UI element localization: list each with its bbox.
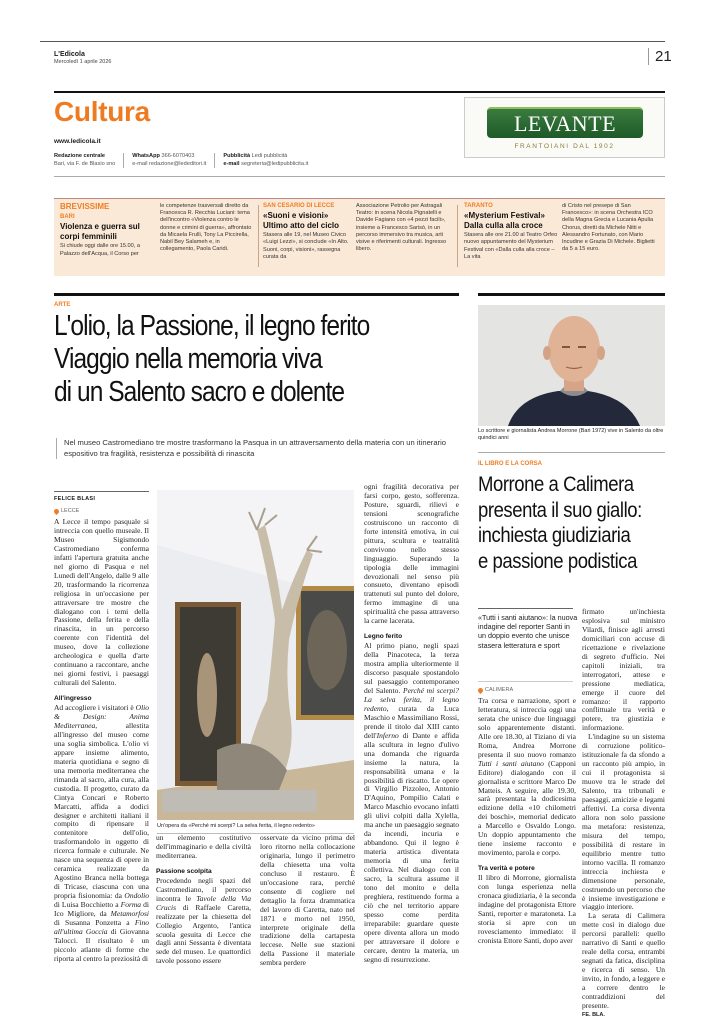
page-number: 21	[648, 48, 672, 65]
headline-line: inchiesta giudiziaria	[478, 523, 631, 547]
article-column-2	[156, 834, 251, 966]
dateline	[54, 508, 79, 514]
sculpture-photo[interactable]	[157, 490, 354, 820]
side-article-column-1	[478, 697, 576, 946]
contact-label: Pubblicità	[223, 153, 251, 159]
brevissime-label: BREVISSIME	[60, 202, 110, 211]
paragraph: Il libro di Morrone, giornalista con lunga esperienza nella cronaca giudiziaria, è la seconda indagine del protagonista Ettore Santi, reporter e maratoneta. La storia si apre con un rovesciamento immediato: il cronista Ettore Santi, dopo aver	[478, 873, 576, 945]
brief-title: Violenza e guerra sul corpi femminili	[60, 222, 140, 241]
sculpture-image	[157, 490, 354, 820]
masthead	[54, 51, 111, 65]
author-photo[interactable]	[478, 305, 665, 426]
contact-agency: Ledi pubblicità	[251, 153, 288, 159]
dateline-text: LECCE	[61, 508, 80, 514]
contact-email[interactable]: segreteria@ledipubblicita.it	[241, 160, 309, 167]
brief-kicker: SAN CESARIO DI LECCE	[263, 203, 335, 209]
headline-line: L'olio, la Passione, il legno ferito	[54, 310, 370, 342]
contact-whatsapp	[132, 153, 215, 168]
brevissime-item-1-cont: le competenze trasversali diretto da Francesca R. Recchia Luciani: tema dell'incontro «Violenza contro le donne e crimini di guerra», affrontato da Micaela Frulli, Tony La Piccirella, Nabil Bey Salameh e, in collegamento, Paola Caridi.	[160, 203, 252, 253]
article-column-4	[364, 483, 459, 965]
article-kicker: ARTE	[54, 302, 71, 308]
dateline-text: CALIMERA	[485, 687, 514, 693]
headline-line: Morrone a Calimera	[478, 472, 634, 496]
article-headline	[54, 310, 467, 409]
issue-date: Mercoledì 1 aprile 2026	[54, 59, 112, 65]
headline-line: di un Salento sacro e dolente	[54, 376, 345, 408]
brief-title: «Mysterium Festival» Dalla culla alla croce	[464, 211, 545, 230]
brevissime-item-3-cont: di Cristo nel presepe di San Francesco»: in scena Orchestra ICO della Magna Grecia e Lucania Apulia Chorus, diretti da Michele Nitti e Alessandro Fortunato, con Mario Incudine e Grazia Di Michele. Biglietti da 5 a 15 euro.	[562, 203, 655, 253]
brief-text: Stasera alle ore 21.00 al Teatro Orfeo nuovo appuntamento del Mysterium Festival con «Dalla culla alla croce – La vita	[464, 232, 558, 260]
paragraph: Procedendo negli spazi del Castromediano, il percorso incontra le Tavole della Via Crucis di Raffaele Caretta, realizzate per la chiesetta del Collegio Argento, l'antica scuola gesuita di Lecce che dagli anni Sessanta è diventata sede del museo. Le quattordici tavole possono essere	[156, 875, 251, 966]
divider	[478, 452, 665, 453]
paragraph: A Lecce il tempo pasquale si intreccia con quello museale. Il Museo Sigismondo Castromediano conferma infatti l'apertura gratuita anche nel giorno di Pasqua e nel Lunedì dell'Angelo, dalle 9 alle 20, trasformando la ricorrenza religiosa in un'occasione per attraversare tre mostre che dialogano con i temi della Passione, della ferita e della rinascita, in un percorso coerente con l'identità del museo, dove la collezione archeologica e quella d'arte continuano a raccontare, anche nei giorni festivi, i paesaggi culturali del Salento.	[54, 517, 149, 688]
section-rule	[54, 91, 665, 93]
website-link[interactable]: www.ledicola.it	[54, 138, 101, 145]
contact-pubblicita	[223, 153, 316, 168]
subheading: All'ingresso	[54, 695, 92, 703]
brief-text: Stasera alle 19, nel Museo Civico «Luigi Lezzi», si conclude «In Alto. Suoni, corpi, visioni», rassegna curata da	[263, 232, 349, 260]
brevissime-box	[54, 198, 665, 276]
dateline	[478, 687, 513, 693]
top-rule	[40, 41, 665, 42]
location-pin-icon	[53, 507, 60, 514]
headline-line: e passione podistica	[478, 548, 637, 573]
subheading: Tra verità e potere	[478, 865, 535, 873]
photo-caption: Un'opera da «Perché mi scerpi? La selva ferita, il legno redento»	[157, 823, 315, 829]
subheading: Passione scolpita	[156, 867, 212, 875]
contact-email-label: e-mail	[223, 160, 240, 167]
author-signature: FE. BLA.	[582, 1011, 605, 1018]
ad-tagline: FRANTOIANI DAL 1902	[514, 143, 615, 150]
brevissime-item-2	[263, 203, 349, 261]
pull-quote-rule	[478, 608, 573, 609]
divider	[258, 205, 259, 267]
side-article-rule	[478, 293, 665, 296]
brief-kicker: TARANTO	[464, 203, 493, 209]
contacts	[54, 153, 324, 168]
brief-kicker: BARI	[60, 214, 75, 221]
contact-label: WhatsApp	[132, 153, 160, 159]
article-column-3	[260, 834, 355, 968]
paragraph: ogni fragilità decorativa per farsi corpo, gesto, sofferenza. Posture, sguardi, rilievi e tensioni scenografiche costruiscono un racconto di forte intensità emotiva, in cui pittura, scultura e teatralità convivono nello stesso linguaggio. Superando la tipologia delle immagini devozionali nel senso più consueto, diventano episodi trattenuti sul punto del dolore, fermo immagine di una spiritualità che passa attraverso la carne lacerata.	[364, 482, 459, 626]
brevissime-item-1	[60, 203, 158, 258]
header-divider	[54, 176, 665, 177]
byline-rule	[54, 491, 149, 492]
headline-line: Viaggio nella memoria viva	[54, 343, 322, 375]
paragraph: Ad accogliere i visitatori è Olio & Design: Anima Mediterranea, allestita all'ingresso del museo come una soglia simbolica. L'olio vi appare insieme alimento, materia quotidiana e segno di una memoria mediterranea che rimanda al sacro, alla cura, alla custodia. Il progetto, curato da Cintya Concari e Roberto Marcatti, affida a dodici designer e architetti italiani il compito di ripensare il contenitore dell'olio, trasformandolo in oggetto di ricerca formale e culturale. Ne nasce una sequenza di opere in ceramica realizzate da Agostino Branca nella bottega di Tricase, ciascuna con una propria fisionomia: da Ondolio di Luisa Bocchietto a Forma di Ico Migliore, da Metamorfosi di Susanna Ponzetta a Fino all'ultima Goccia di Giovanna Talocci. Il risultato è un piccolo atlante di forme che riporta al centro la preziosità di	[54, 703, 149, 963]
paragraph: firmato un'inchiesta esplosiva sul ministro Vilardi, finisce agli arresti domiciliari con accuse di ricettazione e rivelazione di segreto d'ufficio. Nei capitoli iniziali, tra interrogatori, attese e pressione mediatica, emerge il cuore del romanzo: il rapporto conflittuale tra verità e potere, tra giustizia e informazione.	[582, 607, 665, 733]
portrait-image	[478, 305, 665, 426]
side-article-kicker: IL LIBRO E LA CORSA	[478, 461, 543, 467]
subheading: Legno ferito	[364, 633, 403, 641]
pull-quote: «Tutti i santi aiutano»: la nuova indagine del reporter Santi in un doppio evento che unisce stasera letteratura e sport	[478, 613, 578, 650]
side-article-column-2	[582, 608, 665, 1020]
paragraph: La serata di Calimera mette così in dialogo due percorsi paralleli: quello narrativo di Santi e quello reale della corsa, entrambi segnati da fatica, disciplina e ricerca di senso. Un invito, in fondo, a leggere e a correre dentro le contraddizioni del presente.	[582, 911, 665, 1010]
paragraph: un elemento costitutivo dell'immaginario e della civiltà mediterranea.	[156, 833, 251, 860]
contact-redazione	[54, 153, 124, 168]
paragraph: Tra corsa e narrazione, sport e letteratura, si intreccia oggi una serata che unisce due linguaggi solo apparentemente distanti. Alle ore 18.30, al Tiziano di via Roma, Andrea Morrone presenta il suo nuovo romanzo Tutti i santi aiutano (Capponi Editore) dialogando con il giornalista e scrittore Marco De Matteis. A seguire, alle 19.30, sarà presentata la dodicesima edizione della «10 chilometri dei boschi», memorial dedicato a Marcello e Osvaldo Longo. Un doppio appuntamento che tiene insieme racconto e movimento, parola e corpo.	[478, 696, 576, 858]
brief-title: «Suoni e visioni» Ultimo atto del ciclo	[263, 211, 340, 230]
article-column-1	[54, 518, 149, 964]
contact-phone[interactable]: 366-6070403	[161, 153, 195, 159]
paragraph: osservate da vicino prima del loro ritorno nella collocazione originaria, lungo il perimetro della chiesetta una volta concluso il restauro. È un'occasione rara, perché consente di cogliere nel dettaglio la forza drammatica del lavoro di Caretta, nato nel 1871 e morto nel 1950, interprete originale della tradizione della cartapesta leccese. Nelle sue stazioni della Passione il materiale sembra perdere	[260, 833, 355, 968]
byline: FELICE BLASI	[54, 496, 96, 502]
section-title: Cultura	[54, 96, 150, 127]
brief-text: Si chiude oggi dalle ore 15.00, a Palazzo dell'Acqua, il Corso per	[60, 243, 140, 257]
contact-label: Redazione centrale	[54, 153, 105, 159]
brevissime-item-2-cont: Associazione Petrolio per Astragali Teatro: in scena Nicola Pignatelli e Davide Fagiano con «4 pezzi facili», insieme a Francesco Sarisò, in un percorso immersivo tra musica, arti visive e riferimenti culturali. Ingresso libero.	[356, 203, 447, 253]
paragraph: Al primo piano, negli spazi della Pinacoteca, la terza mostra amplia ulteriormente il discorso pasquale spostandolo sul paesaggio contemporaneo del Salento. Perché mi scerpi? La selva ferita, il legno redento, curata da Luca Maschio e Massimiliano Rossi, prende il titolo dal XIII canto dell'Inferno di Dante e affida alla scultura in legno d'ulivo una domanda che riguarda insieme la natura, la responsabilità umana e la possibilità di riscatto. Le opere di Virgilio Pizzoleo, Antonio D'Aquino, Pompilio Calati e Marco Maschio evocano infatti gli ulivi colpiti dalla Xylella, ma anche un paesaggio segnato da incendi, incuria e abbandono. Qui il legno è materia artistica diventata memoria di una ferita collettiva. Nel dialogo con il sacro, la scultura assume il tono del monito e della preghiera, restituendo forma a ciò che nel territorio appare spesso come perdita irreparabile: guardare queste opere diventa allora un modo per attraversare il dolore e cercare, dentro la materia, un segno di resurrezione.	[364, 641, 459, 964]
location-pin-icon	[477, 686, 484, 693]
contact-address: Bari, via F. de Blasio sno	[54, 160, 116, 167]
brevissime-item-3	[464, 203, 559, 261]
headline-line: presenta il suo giallo:	[478, 497, 642, 522]
contact-email[interactable]: e-mail redazione@lededitori.it	[132, 160, 207, 167]
pull-quote-rule	[478, 681, 573, 682]
ad-logo: LEVANTE	[487, 107, 643, 138]
levante-ad[interactable]	[464, 97, 665, 158]
article-rule	[54, 293, 459, 296]
author-photo-caption: Lo scrittore e giornalista Andrea Morrone (Bari 1972) vive in Salento da oltre quindici anni	[478, 428, 664, 441]
divider	[457, 205, 458, 267]
paragraph: L'indagine su un sistema di corruzione politico-istituzionale fa da sfondo a un racconto più ampio, in cui il protagonista si muove tra le strade del Salento, tra tribunali e paesaggi, amicizie e legami affettivi. La corsa diventa allora non solo passione ma metafora: resistenza, misura del tempo, possibilità di restare in equilibrio mentre tutto intorno vacilla. Il romanzo intreccia inchiesta e dimensione personale, costruendo un percorso che è insieme investigazione e viaggio interiore.	[582, 732, 665, 912]
side-article-headline	[478, 472, 684, 574]
article-standfirst: Nel museo Castromediano tre mostre trasformano la Pasqua in un attraversamento della materia con un itinerario espositivo tra fragilità, resistenza e possibilità di rinascita	[56, 438, 466, 459]
newspaper-name: L'Edicola	[54, 51, 85, 58]
